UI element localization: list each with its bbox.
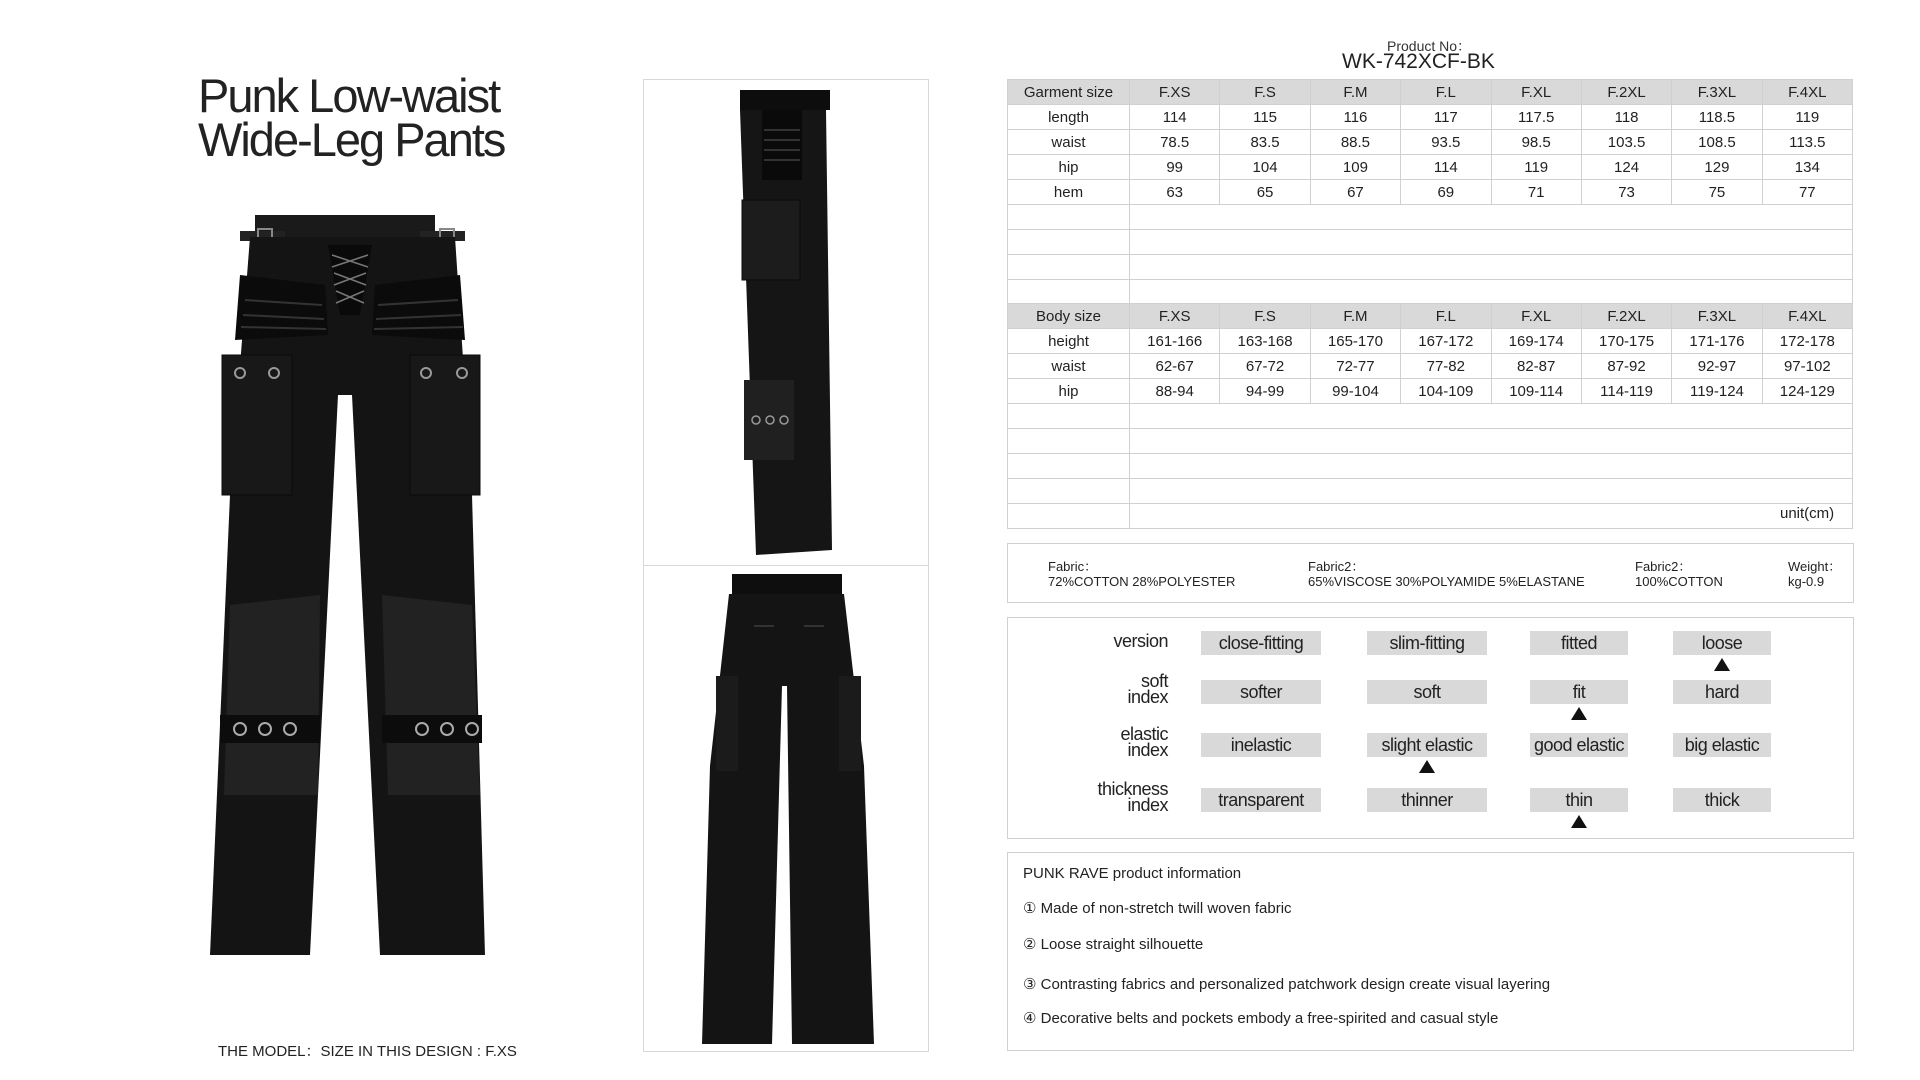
attr-label-line: index [1127, 687, 1168, 707]
fabric-3-label: Fabric2： [1635, 559, 1692, 574]
row-label: height [1008, 329, 1130, 354]
table-cell: 118.5 [1672, 105, 1762, 130]
front-pants-illustration [210, 215, 500, 1015]
fabric-3-value: 100%COTTON [1635, 574, 1723, 589]
table-cell: 88-94 [1130, 379, 1220, 404]
table-row [1008, 180, 1853, 205]
table-cell: 171-176 [1672, 329, 1762, 354]
table-cell: 114 [1130, 105, 1220, 130]
header-cell: F.4XL [1762, 80, 1852, 105]
info-heading: PUNK RAVE product information [1023, 865, 1242, 882]
option-softer: softer [1201, 680, 1321, 704]
fabric-2-label: Fabric2： [1308, 559, 1365, 574]
option-thin: thin [1530, 788, 1628, 812]
table-cell: 88.5 [1310, 130, 1400, 155]
attr-label-line: soft [1140, 671, 1168, 691]
selected-marker-icon [1714, 658, 1730, 671]
attr-label-line: elastic [1120, 724, 1168, 744]
table-cell: 129 [1672, 155, 1762, 180]
table-cell: 99 [1130, 155, 1220, 180]
weight-label: Weight： [1788, 559, 1842, 574]
product-number-label: Product No： [1387, 38, 1472, 54]
header-cell: F.L [1401, 80, 1491, 105]
header-cell: F.4XL [1762, 304, 1852, 329]
table-cell: 172-178 [1762, 329, 1852, 354]
header-cell: F.XL [1491, 80, 1581, 105]
table-cell: 67-72 [1220, 354, 1310, 379]
table-header-row [1008, 80, 1853, 105]
option-fit: fit [1530, 680, 1628, 704]
fabric-info-box [1007, 543, 1854, 603]
table-cell: 109 [1310, 155, 1400, 180]
weight-value: kg-0.9 [1788, 574, 1825, 589]
table-header-row [1008, 304, 1853, 329]
product-info-box [1007, 852, 1854, 1051]
table-cell: 134 [1762, 155, 1852, 180]
fabric-2 [1308, 559, 1585, 589]
table-cell: 119-124 [1672, 379, 1762, 404]
table-cell: 62-67 [1130, 354, 1220, 379]
row-label: hip [1008, 155, 1130, 180]
table-cell: 119 [1762, 105, 1852, 130]
option-thick: thick [1673, 788, 1771, 812]
empty-row [1008, 205, 1853, 230]
header-cell: F.XL [1491, 304, 1581, 329]
option-inelastic: inelastic [1201, 733, 1321, 757]
option-soft: soft [1367, 680, 1487, 704]
empty-row [1008, 255, 1853, 280]
attr-soft-label [1008, 673, 1168, 705]
option-slim-fitting: slim-fitting [1367, 631, 1487, 655]
table-cell: 97-102 [1762, 354, 1852, 379]
back-pants-illustration [644, 566, 928, 1051]
front-view-image [210, 215, 500, 1015]
table-cell: 114 [1401, 155, 1491, 180]
body-size-table [1007, 303, 1853, 529]
empty-row [1008, 504, 1853, 529]
empty-row [1008, 429, 1853, 454]
attr-thickness-label [1008, 781, 1168, 813]
table-cell: 170-175 [1581, 329, 1671, 354]
option-hard: hard [1673, 680, 1771, 704]
attr-version-label [1113, 633, 1168, 649]
selected-marker-icon [1571, 707, 1587, 720]
fabric-1-label: Fabric： [1048, 559, 1098, 574]
table-cell: 72-77 [1310, 354, 1400, 379]
empty-row [1008, 454, 1853, 479]
product-number: WK-742XCF-BK [1342, 50, 1495, 73]
fabric-1 [1048, 559, 1235, 589]
table-cell: 77-82 [1401, 354, 1491, 379]
table-cell: 104 [1220, 155, 1310, 180]
header-cell: F.2XL [1581, 80, 1671, 105]
table-cell: 69 [1401, 180, 1491, 205]
table-cell: 117 [1401, 105, 1491, 130]
weight [1788, 559, 1841, 589]
table-cell: 103.5 [1581, 130, 1671, 155]
selected-marker-icon [1419, 760, 1435, 773]
table-cell: 65 [1220, 180, 1310, 205]
table-cell: 71 [1491, 180, 1581, 205]
table-cell: 113.5 [1762, 130, 1852, 155]
row-label: waist [1008, 130, 1130, 155]
table-cell: 82-87 [1491, 354, 1581, 379]
table-row [1008, 155, 1853, 180]
table-cell: 115 [1220, 105, 1310, 130]
attr-label-line: version [1113, 631, 1168, 651]
header-cell: F.M [1310, 80, 1400, 105]
header-cell: F.XS [1130, 304, 1220, 329]
row-label: waist [1008, 354, 1130, 379]
row-label: hem [1008, 180, 1130, 205]
attr-label-line: index [1127, 795, 1168, 815]
option-close-fitting: close-fitting [1201, 631, 1321, 655]
title-line-2: Wide-Leg Pants [198, 113, 505, 166]
option-fitted: fitted [1530, 631, 1628, 655]
header-cell: F.3XL [1672, 304, 1762, 329]
table-cell: 99-104 [1310, 379, 1400, 404]
unit-label: unit(cm) [1780, 505, 1835, 522]
table-row [1008, 354, 1853, 379]
back-view-image [643, 565, 929, 1052]
product-title [198, 69, 505, 166]
attr-label-line: thickness [1097, 779, 1168, 799]
option-loose: loose [1673, 631, 1771, 655]
table-cell: 119 [1491, 155, 1581, 180]
row-label: hip [1008, 379, 1130, 404]
option-transparent: transparent [1201, 788, 1321, 812]
info-item: ② Loose straight silhouette [1023, 936, 1204, 953]
table-cell: 63 [1130, 180, 1220, 205]
option-thinner: thinner [1367, 788, 1487, 812]
table-cell: 78.5 [1130, 130, 1220, 155]
table-cell: 73 [1581, 180, 1671, 205]
table-cell: 116 [1310, 105, 1400, 130]
selected-marker-icon [1571, 815, 1587, 828]
table-cell: 109-114 [1491, 379, 1581, 404]
table-row [1008, 379, 1853, 404]
table-cell: 163-168 [1220, 329, 1310, 354]
table-cell: 67 [1310, 180, 1400, 205]
fabric-2-value: 65%VISCOSE 30%POLYAMIDE 5%ELASTANE [1308, 574, 1585, 589]
table-cell: 124 [1581, 155, 1671, 180]
table-cell: 167-172 [1401, 329, 1491, 354]
attr-label-line: index [1127, 740, 1168, 760]
info-item: ④ Decorative belts and pockets embody a free-spirited and casual style [1023, 1010, 1499, 1027]
empty-row [1008, 280, 1853, 305]
header-cell: F.3XL [1672, 80, 1762, 105]
option-slight-elastic: slight elastic [1367, 733, 1487, 757]
fabric-1-value: 72%COTTON 28%POLYESTER [1048, 574, 1236, 589]
empty-row [1008, 230, 1853, 255]
option-good-elastic: good elastic [1530, 733, 1628, 757]
row-label: length [1008, 105, 1130, 130]
header-cell: Body size [1008, 304, 1130, 329]
info-item: ③ Contrasting fabrics and personalized patchwork design create visual layering [1023, 976, 1551, 993]
table-cell: 114-119 [1581, 379, 1671, 404]
header-cell: F.L [1401, 304, 1491, 329]
attr-elastic-label [1008, 726, 1168, 758]
empty-row [1008, 404, 1853, 429]
side-view-image [643, 79, 929, 566]
model-size-note: THE MODEL：SIZE IN THIS DESIGN : F.XS [218, 1043, 517, 1060]
header-cell: Garment size [1008, 80, 1130, 105]
header-cell: F.S [1220, 304, 1310, 329]
header-cell: F.XS [1130, 80, 1220, 105]
table-cell: 169-174 [1491, 329, 1581, 354]
fabric-3 [1635, 559, 1723, 589]
header-cell: F.M [1310, 304, 1400, 329]
table-row [1008, 105, 1853, 130]
table-cell: 165-170 [1310, 329, 1400, 354]
table-cell: 104-109 [1401, 379, 1491, 404]
table-cell: 93.5 [1401, 130, 1491, 155]
table-row [1008, 329, 1853, 354]
option-big-elastic: big elastic [1673, 733, 1771, 757]
table-cell: 87-92 [1581, 354, 1671, 379]
table-cell: 124-129 [1762, 379, 1852, 404]
title-line-1: Punk Low-waist [198, 69, 500, 122]
table-cell: 98.5 [1491, 130, 1581, 155]
table-cell: 117.5 [1491, 105, 1581, 130]
attr-label-wrap [1008, 618, 1168, 678]
table-cell: 118 [1581, 105, 1671, 130]
side-pants-illustration [644, 80, 928, 565]
table-cell: 94-99 [1220, 379, 1310, 404]
table-row [1008, 130, 1853, 155]
info-item: ① Made of non-stretch twill woven fabric [1023, 900, 1292, 917]
table-cell: 161-166 [1130, 329, 1220, 354]
garment-size-table [1007, 79, 1853, 305]
table-cell: 77 [1762, 180, 1852, 205]
header-cell: F.S [1220, 80, 1310, 105]
empty-row [1008, 479, 1853, 504]
table-cell: 75 [1672, 180, 1762, 205]
header-cell: F.2XL [1581, 304, 1671, 329]
table-cell: 108.5 [1672, 130, 1762, 155]
table-cell: 83.5 [1220, 130, 1310, 155]
table-cell: 92-97 [1672, 354, 1762, 379]
fit-attributes-box [1007, 617, 1854, 839]
